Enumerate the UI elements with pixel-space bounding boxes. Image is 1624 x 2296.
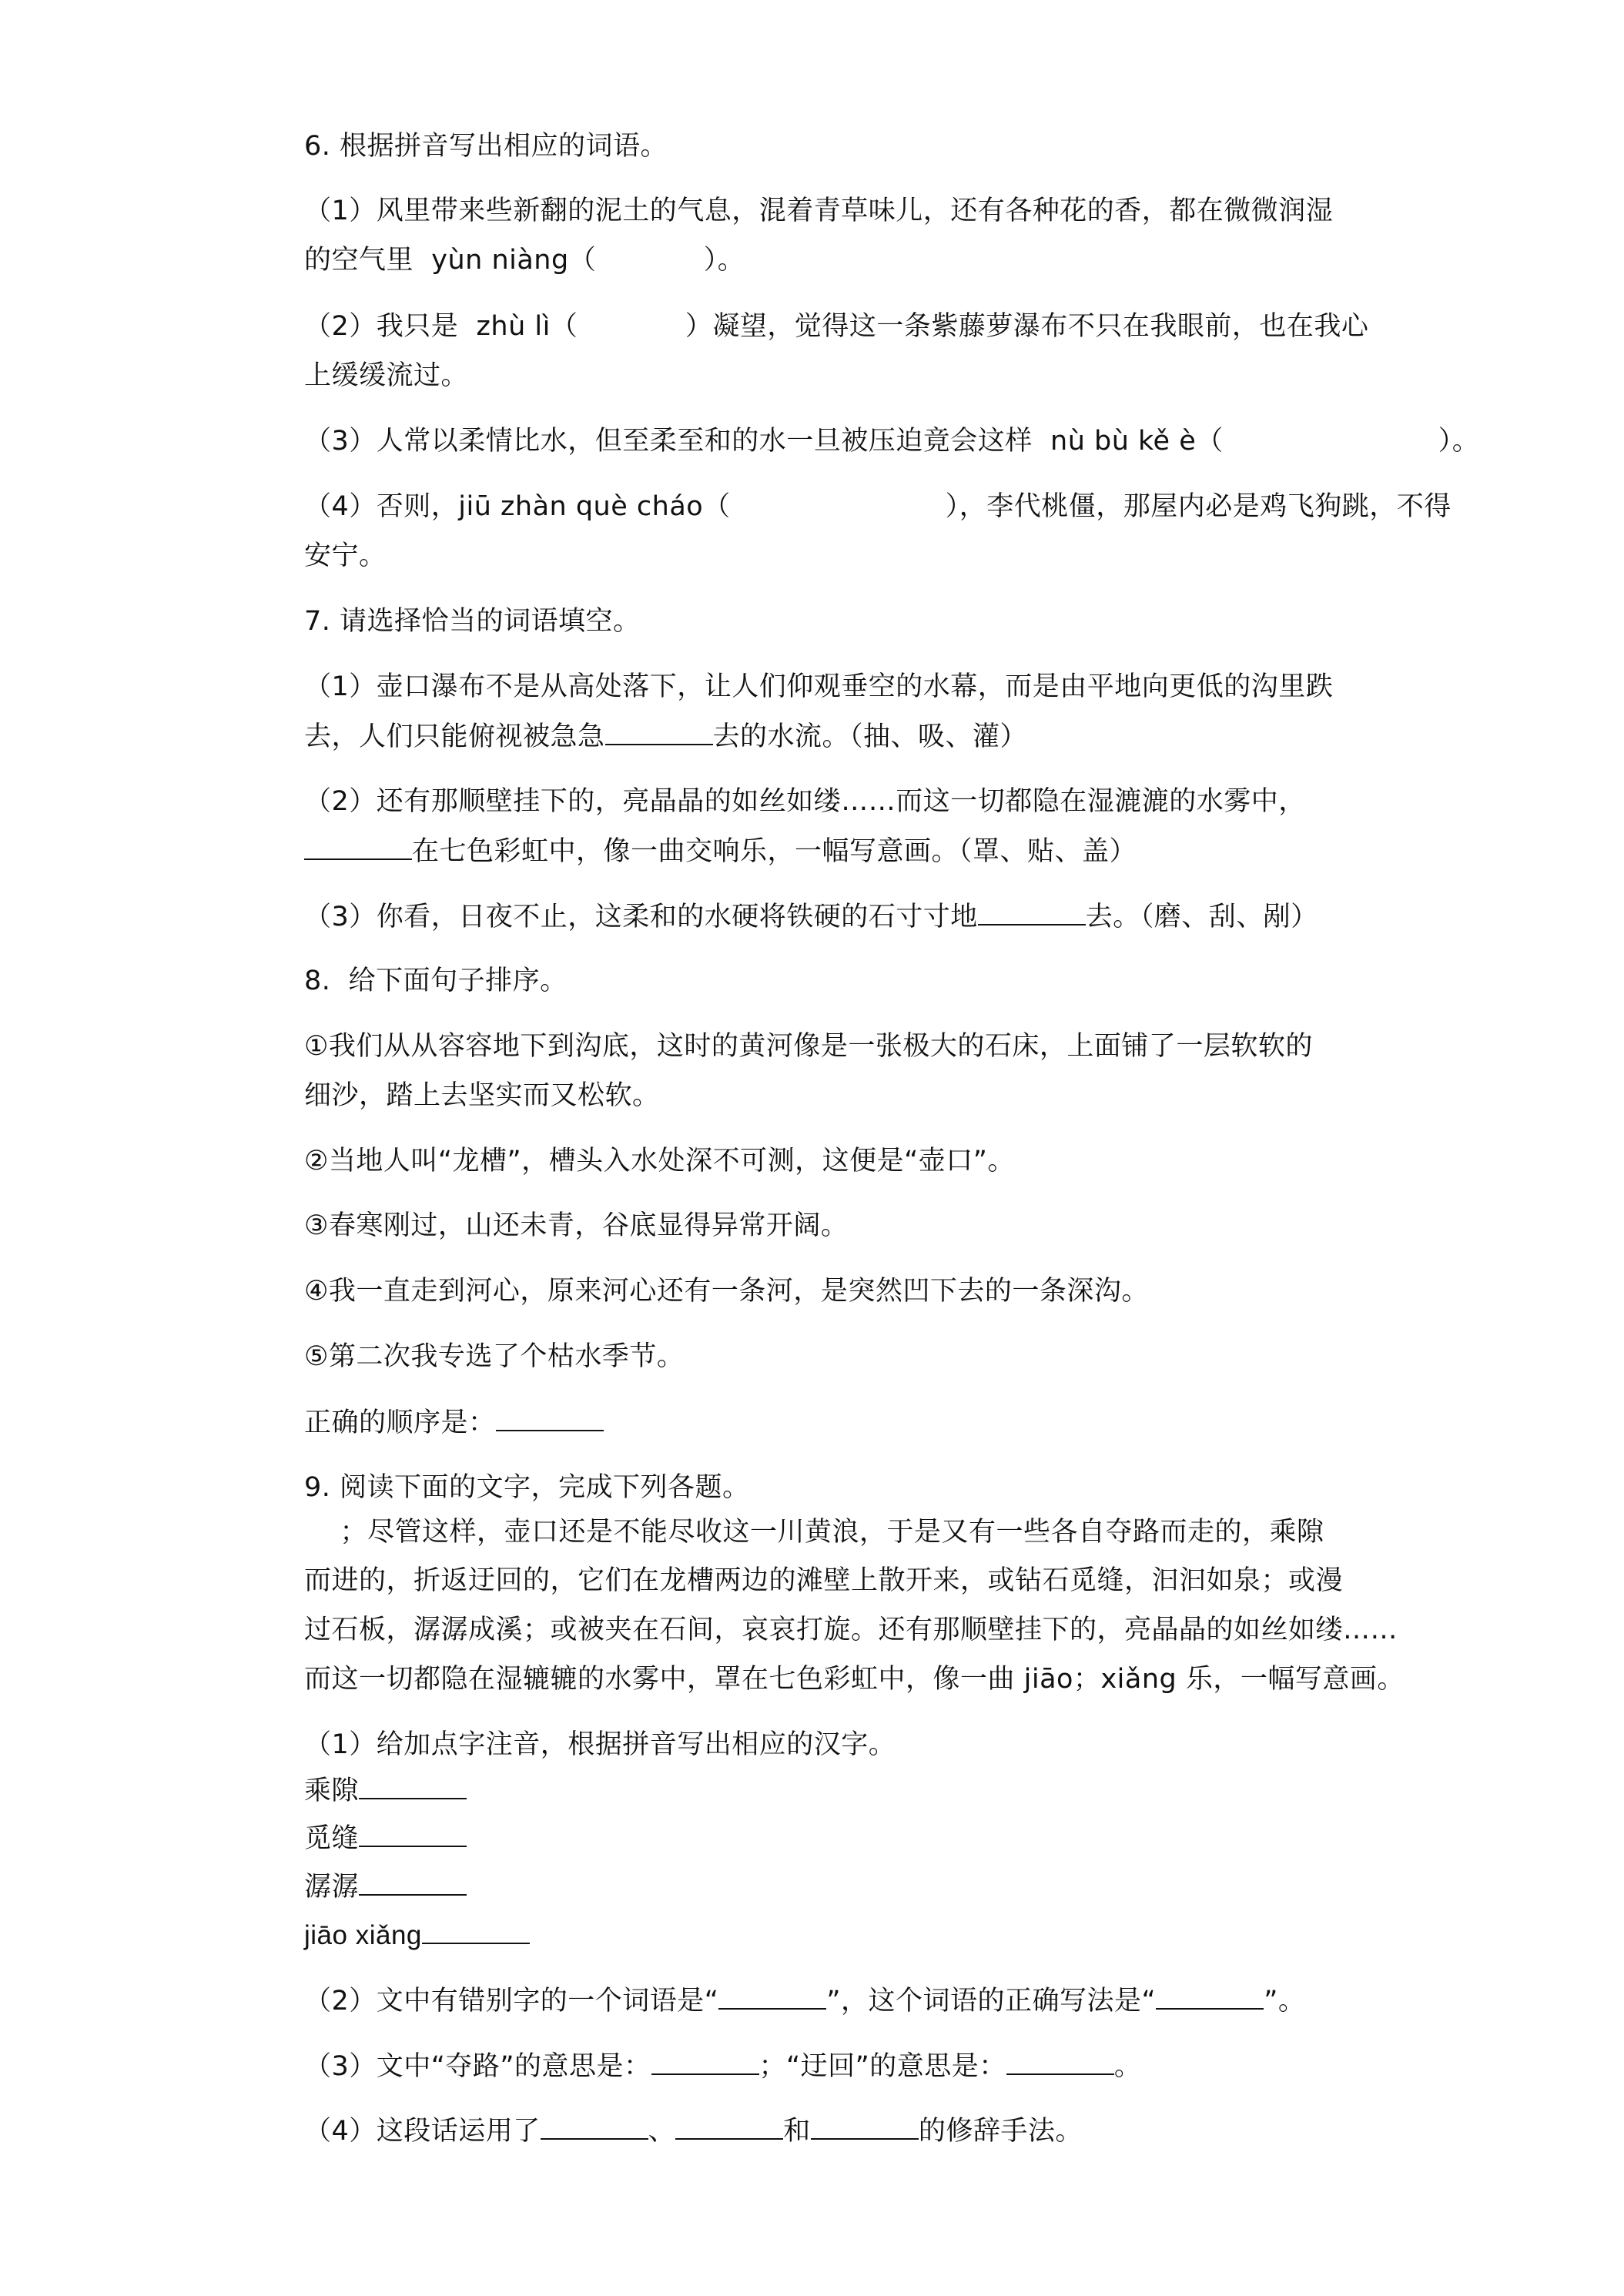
q9-passage-line3: 过石板，潺潺成溪；或被夹在石间，哀哀打旋。还有那顺壁挂下的，亮晶晶的如丝如缕……	[304, 1615, 1398, 1645]
q8-item-3: ③春寒刚过，山还未青，谷底显得异常开阔。	[304, 1210, 849, 1241]
q8-item-1-line2: 细沙，踏上去坚实而又松软。	[304, 1080, 660, 1111]
q6-s1-line1: （1）风里带来些新翻的泥土的气息，混着青草味儿，还有各种花的香，都在微微润湿	[304, 196, 1334, 226]
q9-sub1-title: （1）给加点字注音，根据拼音写出相应的汉字。	[304, 1729, 896, 1760]
answer-blank[interactable]	[359, 1821, 467, 1847]
q9-sub3: （3）文中“夺路”的意思是： ；“迂回”的意思是： 。	[304, 2049, 1141, 2083]
q7-s2-line2: 在七色彩虹中，像一曲交响乐，一幅写意画。（罩、贴、盖）	[304, 834, 1137, 869]
answer-blank[interactable]	[605, 719, 713, 745]
q9-sub4: （4）这段话运用了 、 和 的修辞手法。	[304, 2114, 1083, 2148]
q9-sub2: （2）文中有错别字的一个词语是“ ”，这个词语的正确写法是“ ”。	[304, 1983, 1305, 2018]
q9-sub1-word1: 乘隙	[304, 1773, 467, 1808]
q6-s1-line2: 的空气里 yùn niàng（ ）。	[304, 245, 745, 276]
q8-title: 8. 给下面句子排序。	[304, 966, 568, 996]
q8-item-5: ⑤第二次我专选了个枯水季节。	[304, 1341, 685, 1372]
answer-blank[interactable]	[541, 2114, 648, 2140]
q8-item-2: ②当地人叫“龙槽”，槽头入水处深不可测，这便是“壶口”。	[304, 1146, 1015, 1176]
q9-sub1-word3: 潺潺	[304, 1869, 467, 1904]
q6-s4-line1: （4）否则，jiū zhàn què cháo（ ），李代桃僵，那屋内必是鸡飞狗跳，不得	[304, 491, 1452, 522]
answer-blank[interactable]	[651, 2049, 759, 2075]
q7-s2-line1: （2）还有那顺壁挂下的，亮晶晶的如丝如缕……而这一切都隐在湿漉漉的水雾中，	[304, 786, 1306, 817]
answer-blank[interactable]	[304, 834, 412, 860]
answer-blank[interactable]	[978, 899, 1086, 925]
q6-s2-line2: 上缓缓流过。	[304, 360, 469, 391]
q9-passage-line1: ；尽管这样，壶口还是不能尽收这一川黄浪，于是又有一些各自夺路而走的，乘隙	[304, 1517, 1324, 1548]
answer-blank[interactable]	[675, 2114, 783, 2140]
answer-blank[interactable]	[422, 1918, 530, 1944]
q9-passage-line4: 而这一切都隐在湿辘辘的水雾中，罩在七色彩虹中，像一曲 jiāo；xiǎng 乐，一幅写意画。	[304, 1664, 1405, 1695]
q8-order: 正确的顺序是：	[304, 1405, 604, 1440]
answer-blank[interactable]	[718, 1983, 826, 2010]
q8-item-4: ④我一直走到河心，原来河心还有一条河，是突然凹下去的一条深沟。	[304, 1276, 1149, 1307]
q6-title: 6. 根据拼音写出相应的词语。	[304, 131, 668, 162]
q6-s2-line1: （2）我只是 zhù lì（ ）凝望，觉得这一条紫藤萝瀑布不只在我眼前，也在我心	[304, 311, 1369, 342]
answer-blank[interactable]	[1156, 1983, 1264, 2010]
answer-blank[interactable]	[1006, 2049, 1114, 2075]
q9-title: 9. 阅读下面的文字，完成下列各题。	[304, 1472, 750, 1503]
q6-s3-line1: （3）人常以柔情比水，但至柔至和的水一旦被压迫竟会这样 nù bù kě è（ ）。	[304, 426, 1480, 457]
q9-passage-line2: 而进的，折返迂回的，它们在龙槽两边的滩壁上散开来，或钻石觅缝，汩汩如泉；或漫	[304, 1565, 1344, 1596]
answer-blank[interactable]	[359, 1773, 467, 1799]
q8-item-1-line1: ①我们从从容容地下到沟底，这时的黄河像是一张极大的石床，上面铺了一层软软的	[304, 1031, 1313, 1062]
q7-s1-line1: （1）壶口瀑布不是从高处落下，让人们仰观垂空的水幕，而是由平地向更低的沟里跌	[304, 671, 1334, 702]
q7-title: 7. 请选择恰当的词语填空。	[304, 606, 641, 637]
q9-sub1-word4: jiāo xiǎng	[304, 1918, 530, 1953]
q7-s1-line2: 去，人们只能俯视被急急 去的水流。（抽、吸、灌）	[304, 719, 1027, 754]
q7-s3-line1: （3）你看，日夜不止，这柔和的水硬将铁硬的石寸寸地 去。（磨、刮、剐）	[304, 899, 1318, 934]
q6-s4-line2: 安宁。	[304, 541, 387, 571]
q9-sub1-word2: 觅缝	[304, 1821, 467, 1856]
answer-blank[interactable]	[496, 1405, 604, 1431]
answer-blank[interactable]	[811, 2114, 919, 2140]
answer-blank[interactable]	[359, 1869, 467, 1896]
